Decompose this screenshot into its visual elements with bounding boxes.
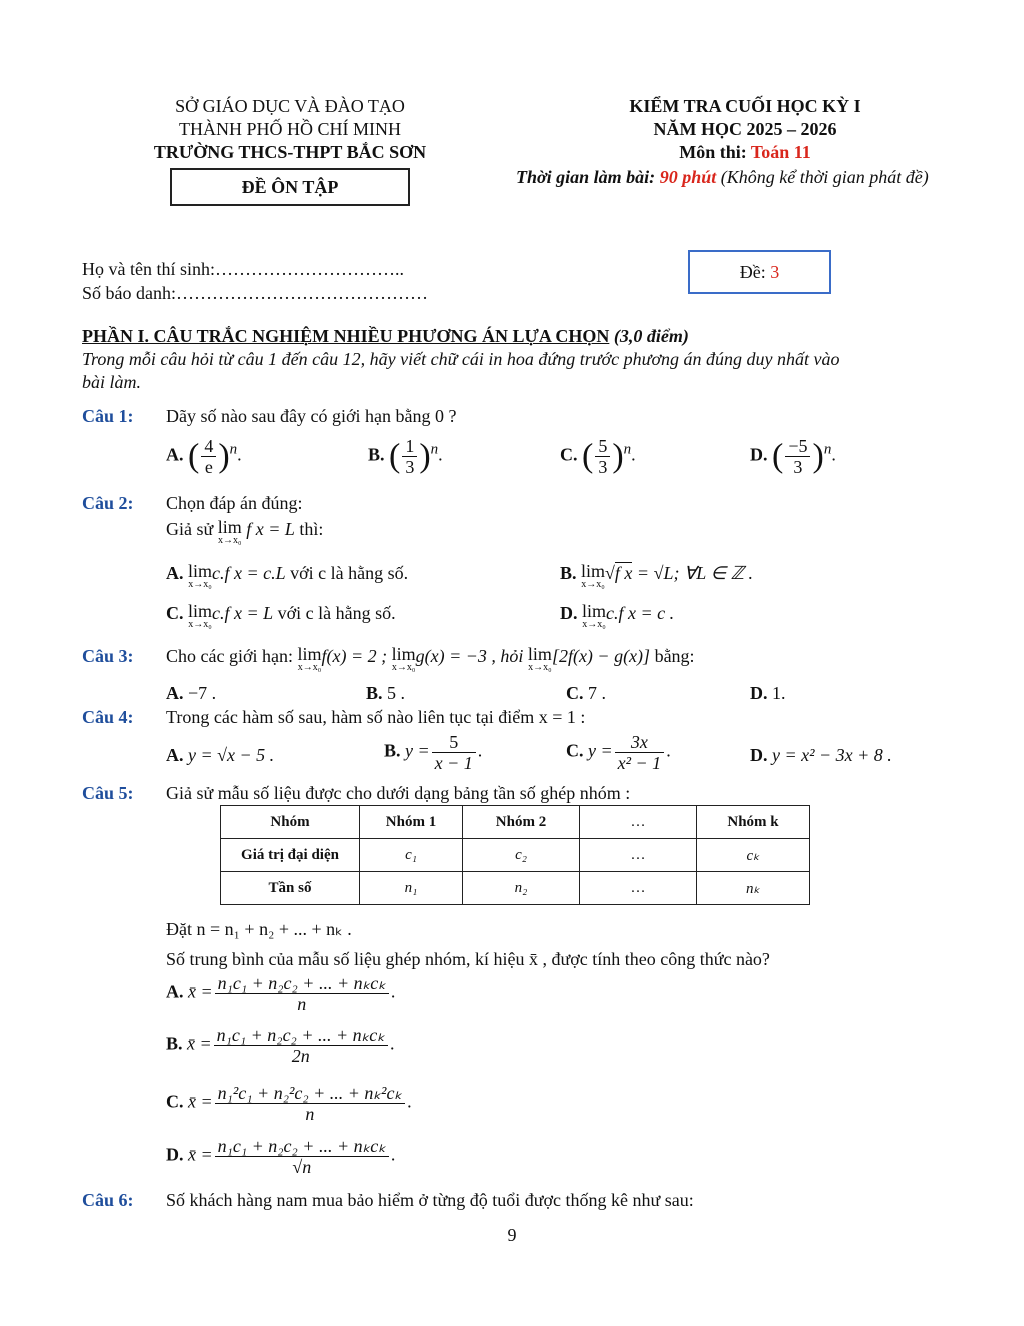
table-cell: c₂	[463, 839, 580, 872]
xbar: x̄ =	[188, 1144, 213, 1165]
denominator: x² − 1	[617, 753, 662, 773]
table-cell: n₂	[463, 872, 580, 905]
option-value: 7 .	[588, 683, 606, 703]
option-key: D.	[166, 1144, 184, 1165]
numerator: 4	[201, 436, 216, 457]
denominator: n	[305, 1104, 315, 1124]
option-key: D.	[750, 444, 768, 465]
lim-sub: x→x₀	[188, 619, 212, 630]
table-cell: cₖ	[697, 839, 810, 872]
option-key: C.	[566, 683, 584, 703]
page-number: 9	[507, 1225, 517, 1245]
option-key: B.	[366, 683, 383, 703]
option-key: A.	[166, 683, 184, 703]
time-value: 90 phút	[659, 167, 717, 187]
q2-label: Câu 2:	[82, 493, 134, 513]
table-cell: n₁	[360, 872, 463, 905]
denominator: x − 1	[434, 753, 473, 773]
exam-code-box	[688, 250, 831, 294]
q4-option-c: C. y = $\frac{3x}{\text{x² − 1}}$ .	[566, 732, 671, 773]
student-id-line: Số báo danh:……………………………………	[82, 283, 428, 303]
table-cell: Giá trị đại diện	[221, 839, 360, 872]
q3-option-b	[366, 682, 405, 704]
option-expr: y = x² − 3x + 8 .	[772, 745, 892, 765]
q3-intro: Cho các giới hạn:	[166, 646, 293, 666]
option-key: A.	[166, 981, 184, 1002]
review-box	[170, 168, 410, 206]
premise-text: Giả sử	[166, 519, 214, 539]
table-header-row	[221, 806, 810, 839]
premise-expr: f x = L	[246, 519, 295, 539]
q4-label: Câu 4:	[82, 707, 134, 727]
option-note: với c là hằng số.	[285, 563, 409, 583]
lim: lim	[581, 561, 606, 581]
lim: lim	[297, 644, 322, 664]
numerator: 5	[595, 436, 610, 457]
time-label: Thời gian làm bài:	[516, 167, 660, 187]
city-line: THÀNH PHỐ HỒ CHÍ MINH	[179, 119, 401, 139]
subject-label: Môn thi:	[679, 142, 751, 162]
lim: lim	[527, 644, 552, 664]
section-heading: PHẦN I. CÂU TRẮC NGHIỆM NHIỀU PHƯƠNG ÁN LỰA CHỌN	[82, 326, 610, 346]
q3-option-c	[566, 682, 606, 704]
lim-sub: x→x₀	[528, 662, 552, 673]
numerator: −5	[785, 436, 810, 457]
school-line: TRƯỜNG THCS-THPT BẮC SƠN	[153, 142, 427, 162]
option-key: D.	[750, 683, 768, 703]
q3-option-d	[750, 682, 786, 704]
exponent: n	[823, 441, 832, 458]
frequency-table	[220, 805, 810, 905]
xbar: x̄ =	[188, 981, 213, 1002]
q3-text	[166, 645, 695, 677]
q4-option-a	[166, 744, 274, 766]
option-key: C.	[166, 1091, 184, 1112]
option-expr: = √L; ∀L ∈ ℤ .	[636, 563, 754, 583]
dept-line: SỞ GIÁO DỤC VÀ ĐÀO TẠO	[175, 96, 405, 116]
lim: lim	[188, 601, 213, 621]
q1-option-c: C. ( $\frac{5}{3}$ )$^n$.	[560, 436, 636, 477]
instruction-line-2: bài làm.	[82, 372, 142, 392]
option-key: B.	[384, 740, 401, 761]
subject-value: Toán 11	[750, 142, 811, 162]
q1-option-b: B. ( $\frac{1}{3}$ )$^n$.	[368, 436, 443, 477]
lim-sub: x→x₀	[581, 579, 605, 590]
option-value: 5 .	[387, 683, 406, 703]
denominator: √n	[292, 1157, 312, 1177]
q5-option-b: B. x̄ = $\frac{\text{n₁c₁ + n₂c₂ + ... + nₖcₖ}}{2n}$ .	[166, 1025, 395, 1066]
numerator: n₁c₁ + n₂c₂ + ... + nₖcₖ	[214, 1025, 388, 1046]
option-key: B.	[368, 444, 385, 465]
q2-option-b: B. lim x→x₀ √f x = √L; ∀L ∈ ℤ .	[560, 562, 753, 594]
denominator: 3	[793, 457, 803, 477]
lim-sub: x→x₀	[297, 662, 322, 673]
option-expr: c.f x = L	[212, 603, 274, 623]
option-note: với c là hằng số.	[273, 603, 396, 623]
section-title	[82, 325, 689, 347]
time-line	[516, 166, 929, 189]
q5-option-d: D. x̄ = $\frac{\text{n₁c₁ + n₂c₂ + ... + nₖcₖ}}{√n}$ .	[166, 1136, 396, 1177]
student-name-line: Họ và tên thí sinh:…………………………..	[82, 259, 404, 279]
section-points: (3,0 điểm)	[609, 326, 689, 346]
q5-set-n: Đặt n = n₁ + n₂ + ... + nₖ .	[166, 919, 352, 939]
table-cell: Nhóm 2	[463, 806, 580, 839]
option-key: D.	[750, 745, 768, 765]
exam-code-label: Đề:	[739, 262, 771, 282]
option-prefix: y =	[588, 740, 613, 761]
xbar: x̄ =	[188, 1091, 213, 1112]
denominator: 2n	[291, 1046, 310, 1066]
q1-option-a: A. ( $\frac{4}{e}$ )$^n$.	[166, 436, 242, 477]
q2-option-a	[166, 562, 408, 594]
q6-label: Câu 6:	[82, 1190, 134, 1210]
q5-ask: Số trung bình của mẫu số liệu ghép nhóm, kí hiệu x̄ , được tính theo công thức nào?	[166, 949, 770, 969]
subject-line	[580, 141, 910, 164]
q4-option-d	[750, 744, 892, 766]
table-cell: …	[580, 872, 697, 905]
table-row	[221, 872, 810, 905]
exam-header	[580, 95, 910, 164]
lim-sub: x→x₀	[188, 579, 212, 590]
lim-sub: x→x₀	[391, 662, 416, 673]
numerator: n₁c₁ + n₂c₂ + ... + nₖcₖ	[215, 1136, 389, 1157]
denominator: n	[297, 994, 307, 1014]
option-prefix: y =	[405, 740, 430, 761]
option-value: 1.	[772, 683, 786, 703]
exam-code-value: 3	[770, 262, 780, 282]
option-value: −7 .	[188, 683, 217, 703]
table-cell: …	[580, 806, 697, 839]
radicand: f x	[614, 563, 633, 583]
time-note: (Không kể thời gian phát đề)	[716, 167, 929, 187]
expr-g: g(x) = −3 , hỏi	[415, 646, 524, 666]
table-cell: Nhóm k	[697, 806, 810, 839]
lim: lim	[217, 517, 242, 537]
q2-option-d	[560, 602, 674, 634]
table-cell: Nhóm 1	[360, 806, 463, 839]
table-row	[221, 839, 810, 872]
school-header	[140, 95, 440, 164]
instruction-line-1: Trong mỗi câu hỏi từ câu 1 đến câu 12, hãy viết chữ cái in hoa đứng trước phương án đúng duy nhất vào	[82, 349, 840, 369]
expr-combo: [2f(x) − g(x)]	[551, 646, 651, 666]
exponent: n	[430, 441, 439, 458]
q2-premise	[166, 518, 323, 550]
lim-sub: x→x₀	[218, 535, 242, 546]
lim: lim	[582, 601, 607, 621]
option-key: C.	[166, 603, 184, 623]
q5-option-a: A. x̄ = $\frac{\text{n₁c₁ + n₂c₂ + ... + nₖcₖ}}{n}$ .	[166, 973, 396, 1014]
premise-end: thì:	[299, 519, 324, 539]
q4-option-b: B. y = $\frac{5}{x - 1}$ .	[384, 732, 483, 773]
q2-text: Chọn đáp án đúng:	[166, 493, 303, 513]
option-key: C.	[566, 740, 584, 761]
lim-sub: x→x₀	[582, 619, 606, 630]
expr-f: f(x) = 2 ;	[321, 646, 388, 666]
option-key: A.	[166, 563, 184, 583]
table-cell: c₁	[360, 839, 463, 872]
q3-tail: bằng:	[650, 646, 695, 666]
q3-label: Câu 3:	[82, 646, 134, 666]
option-key: D.	[560, 603, 578, 623]
xbar: x̄ =	[187, 1033, 212, 1054]
option-expr: c.f x = c .	[606, 603, 675, 623]
option-key: C.	[560, 444, 578, 465]
q1-option-d: D. ( $\frac{-5}{3}$ )$^n$.	[750, 436, 836, 477]
table-cell: nₖ	[697, 872, 810, 905]
q3-option-a	[166, 682, 216, 704]
option-key: B.	[560, 563, 577, 583]
q5-text: Giả sử mẫu số liệu được cho dưới dạng bảng tần số ghép nhóm :	[166, 783, 631, 803]
numerator: n₁²c₁ + n₂²c₂ + ... + nₖ²cₖ	[215, 1083, 405, 1104]
table-cell: Nhóm	[221, 806, 360, 839]
q5-option-c: C. x̄ = $\frac{\text{n₁²c₁ + n₂²c₂ + ... + nₖ²cₖ}}{n}$ .	[166, 1083, 412, 1124]
q1-label: Câu 1:	[82, 406, 134, 426]
denominator: 3	[598, 457, 608, 477]
numerator: n₁c₁ + n₂c₂ + ... + nₖcₖ	[215, 973, 389, 994]
lim: lim	[391, 644, 416, 664]
q4-text: Trong các hàm số sau, hàm số nào liên tục tại điểm x = 1 :	[166, 707, 586, 727]
option-expr: y = √x − 5 .	[188, 745, 275, 765]
option-expr: c.f x = c.L	[212, 563, 286, 583]
denominator: e	[204, 457, 213, 477]
q1-text: Dãy số nào sau đây có giới hạn bằng 0 ?	[166, 406, 457, 426]
numerator: 3x	[615, 732, 665, 753]
q2-option-c	[166, 602, 396, 634]
table-cell: …	[580, 839, 697, 872]
table-cell: Tần số	[221, 872, 360, 905]
review-label: ĐỀ ÔN TẬP	[241, 177, 339, 197]
option-key: A.	[166, 444, 184, 465]
q6-text: Số khách hàng nam mua bảo hiểm ở từng độ tuổi được thống kê như sau:	[166, 1190, 694, 1210]
option-key: B.	[166, 1033, 183, 1054]
q5-label: Câu 5:	[82, 783, 134, 803]
lim: lim	[188, 561, 213, 581]
denominator: 3	[405, 457, 415, 477]
exponent: n	[229, 441, 238, 458]
numerator: 1	[402, 436, 417, 457]
numerator: 5	[432, 732, 476, 753]
exam-year: NĂM HỌC 2025 – 2026	[653, 119, 837, 139]
option-key: A.	[166, 745, 184, 765]
exponent: n	[623, 441, 632, 458]
exam-title: KIỂM TRA CUỐI HỌC KỲ I	[629, 96, 861, 116]
